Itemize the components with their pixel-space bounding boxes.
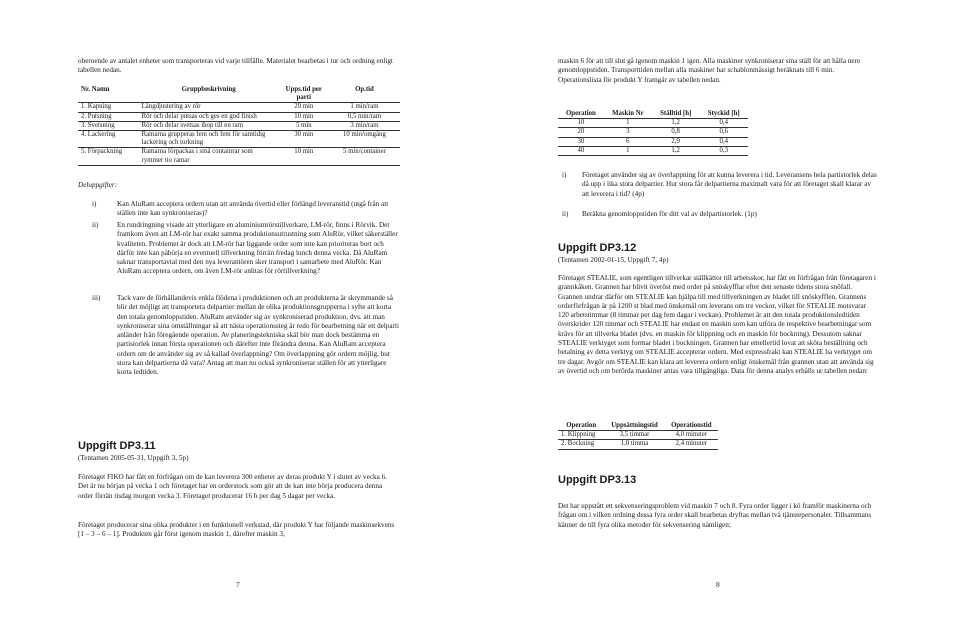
continuation-paragraph: maskin 6 för att till slut gå igenom maskin 1 igen. Alla maskiner synkroniserar sina ställ för att hålla nere genomloppstiden. Transporttiden mellan alla maskiner har schablonmässigt beräknats till 6 min. Operationslista för produkt Y framgår av tabellen nedan. bbox=[558, 57, 861, 84]
header-cell: Uppsättningstid bbox=[604, 422, 664, 431]
subtask-number: iii) bbox=[92, 294, 101, 302]
process-table bbox=[78, 86, 400, 166]
table-cell: 30 bbox=[558, 137, 604, 146]
table-cell: 1,2 bbox=[652, 119, 700, 128]
dp11-paragraph-1: Företaget FIKO har fått en förfrågan om de kan leverera 300 enheter av deras produkt Y i slutet av vecka 6. Det är nu början på vecka 1 och företaget har en orderstock som gör att de kan inte börja producera denna order förrän tisdag morgon vecka 3. Företaget producerar 16 h per dag 5 dagar per vecka. bbox=[78, 473, 388, 500]
subtask-number: ii) bbox=[92, 221, 99, 229]
header-cell: Maskin Nr bbox=[604, 110, 652, 119]
table-cell: 0,4 bbox=[699, 119, 748, 128]
table-cell: 0,8 bbox=[652, 128, 700, 137]
table-cell: 10 min bbox=[279, 112, 329, 121]
table-cell: 1. Klippning bbox=[558, 431, 604, 440]
table-cell: Rör och delar putsas och ges en god finish bbox=[139, 112, 279, 121]
table-cell: Rör och delar svetsas ihop till en ram bbox=[139, 121, 279, 130]
table-row bbox=[78, 121, 400, 130]
table-cell: 5 min bbox=[279, 121, 329, 130]
table-cell: 6 bbox=[604, 137, 652, 146]
table-cell: 0,5 min/ram bbox=[329, 112, 400, 121]
table-cell: 4. Lackering bbox=[78, 131, 139, 148]
header-cell: Operation bbox=[558, 110, 604, 119]
table-cell: 4,0 minuter bbox=[665, 431, 718, 440]
table-cell: 3,5 timmar bbox=[604, 431, 664, 440]
right-page bbox=[480, 0, 960, 619]
table-row bbox=[558, 128, 748, 137]
dp11-title: Uppgift DP3.11 bbox=[78, 440, 156, 452]
table-cell: 0,3 bbox=[699, 146, 748, 155]
table-row bbox=[558, 431, 718, 440]
table-cell: 2,4 minuter bbox=[665, 440, 718, 449]
table-cell: 1,2 bbox=[652, 146, 700, 155]
dp13-title: Uppgift DP3.13 bbox=[558, 474, 637, 486]
dp12-subtitle: (Tentamen 2002-01-15, Uppgift 7, 4p) bbox=[558, 256, 669, 264]
table-cell: Ramarna förpackas i små containrar som rymmer tio ramar bbox=[139, 148, 279, 165]
stealie-table bbox=[558, 422, 718, 450]
header-cell: Ställtid [h] bbox=[652, 110, 700, 119]
header-cell: Upps.tid per parti bbox=[279, 86, 329, 103]
table-row bbox=[78, 103, 400, 112]
table-row bbox=[558, 137, 748, 146]
intro-paragraph: oberoende av antalet enheter som transporteras vid varje tillfälle. Materialet bearbetas i tur och ordning enligt tabellen nedan. bbox=[78, 57, 393, 75]
header-cell: Op.tid bbox=[329, 86, 400, 103]
header-cell: Styckid [h] bbox=[699, 110, 748, 119]
question-text: Beräkna genomloppstiden för ditt val av delpartistorlek. (1p) bbox=[582, 210, 757, 218]
header-cell: Operationstid bbox=[665, 422, 718, 431]
subtask-number: i) bbox=[92, 200, 97, 208]
table-cell: 3 bbox=[604, 128, 652, 137]
table-cell: 10 bbox=[558, 119, 604, 128]
table-cell: 1,0 timma bbox=[604, 440, 664, 449]
table-cell: 2. Putsning bbox=[78, 112, 139, 121]
dp11-subtitle: (Tentamen 2005-05-31, Uppgift 3, 5p) bbox=[78, 454, 189, 462]
table-cell: 1. Kapning bbox=[78, 103, 139, 112]
table-cell: 20 bbox=[558, 128, 604, 137]
table-row bbox=[558, 146, 748, 155]
question-text: Företaget använder sig av överlappning för att kunna leverera i tid. Leveransens hela partistorlek delas då upp i lika stora delpartier. Hur stora får delpartierna maximalt vara för att företaget skall klarar av att leverera i tid? (4p) bbox=[582, 171, 877, 198]
table-cell: 1 min/ram bbox=[329, 103, 400, 112]
dp12-paragraph: Företaget STEALIE, som egentligen tillverkar ställkättor till arbetsskor, har fått en förfrågan från företagaren i grannkåken. Grannen har blivit överöst med order på snöskyfflar efter den senaste tidens stora snöfall. Grannen undrar därför om STEALIE kan hjälpa till med tillverkningen av bladet till snöskyfflen. Grannens orderförfrågan är på 1200 st blad med önskemål om leverans om tre veckor, vilket för STEALIE motsvarar 120 arbetstimmar (8 timmar per dag fem dagar i veckan). Problemet är att den totala produktionsledtiden överskrider 120 timmar och STEALIE har endast en maskin som kan utföra de respektive bearbetningar som krävs för att tillverka bladet (dvs. en maskin för klippning och en maskin för bockning). Dessutom saknar STEALIE verktyget som formar bladet i bockningen. Grannen har emellertid lovat att sköta beställning och betalning av detta verktyg om STEALIE accepterar ordern. Med expressfrakt kan STEALIE ha verktyget om tre dagar. Avgör om STEALIE kan klara att leverera ordern enligt önskemål från grannen utan att använda sig av övertid och om berörda maskiner antas vara tillgängliga. Data för denna analys erhålls ur tabellen nedan: bbox=[558, 274, 876, 375]
table-cell: 10 min bbox=[279, 148, 329, 165]
dp11-paragraph-2: Företaget producerar sina olika produkter i en funktionell verkstad, där produkt Y har följande maskinsekvens [1 – 3 – 6 – 1]. Produkten går först igenom maskin 1, därefter maskin 3, bbox=[78, 521, 395, 539]
table-row bbox=[78, 148, 400, 165]
dp13-paragraph: Det har uppstått ett sekvenseringsproblem vid maskin 7 och 8. Fyra order ligger i kö framför maskinerna och frågan om i vilken ordning dessa fyra order skall bearbetas dryftas mellan två tjänstepersonaler. Tillsammans känner de till fyra olika metoder för sekvensering nämligen; bbox=[558, 502, 872, 529]
table-cell: 0,4 bbox=[699, 137, 748, 146]
page-number: 8 bbox=[716, 580, 720, 589]
header-cell: Nr. Namn bbox=[78, 86, 139, 103]
table-cell: Längdjustering av rör bbox=[139, 103, 279, 112]
table-cell: 3. Svetsning bbox=[78, 121, 139, 130]
table-cell: 20 min bbox=[279, 103, 329, 112]
subtasks-label: Deluppgifter: bbox=[78, 181, 118, 189]
question-number: ii) bbox=[562, 210, 569, 218]
subtask-text: En rundringning visade att ytterligare en aluminiumrörstillverkare, LM-rör, finns i Rörvik. Det framkom även att LM-rör har exakt samma produktionsutrustning som AluRör, vilket säkerställer kvaliteten. Problemet är dock att LM-rör har liggande order som inte kan prioriteras bort och därför inte kan påbörja en eventuell tillverkning förrän fredag lunch denna vecka. Då AluRam saknar transportavtal med den nya leverantören sker transport i samarbete med AluRör. Kan AluRam acceptera ordern, om även LM-rör anlitas för rörtillverkning? bbox=[117, 221, 398, 276]
subtask-text: Kan AluRam acceptera ordern utan att använda övertid eller förlängd leveranstid (utgå från att ställen inte kan synkroniseras)? bbox=[117, 200, 389, 218]
table-cell: 1 bbox=[604, 146, 652, 155]
question-number: i) bbox=[562, 171, 567, 179]
header-cell: Operation bbox=[558, 422, 604, 431]
table-cell: 40 bbox=[558, 146, 604, 155]
table-row bbox=[558, 440, 718, 449]
table-cell: 30 min bbox=[279, 131, 329, 148]
table-cell: 10 min/omgång bbox=[329, 131, 400, 148]
table-row bbox=[558, 119, 748, 128]
table-cell: 5 min/container bbox=[329, 148, 400, 165]
header-cell: Gruppbeskrivning bbox=[139, 86, 279, 103]
subtask-text: Tack vare de förhållandevis enkla flödena i produktionen och att produkterna är skrymmande så blir det möjligt att transportera delpartier mellan de olika produktionsgrupperna i syfte att korta den totala genomloppstiden. AluRam använder sig av synkroniserad produktion, dvs. att man synkroniserar sina omställningar så att nästa operationssteg är redo för bearbetning när ett delparti anländer från föregående operation. Av planeringstekniska skäl bör man dock bestämma en partistorlek innan första operationen och därefter inte förändra denna. Kan AluRam acceptera ordern om de använder sig av så kallad överlappning? Om överlappning gör ordern möjlig, hur stora kan delpartierna då vara? Antag att man nu också synkroniserar ställen för att ytterligare korta ledtiden. bbox=[117, 294, 400, 377]
operation-list-table bbox=[558, 110, 748, 156]
page-number: 7 bbox=[236, 580, 240, 589]
table-row bbox=[78, 131, 400, 148]
table-row bbox=[78, 112, 400, 121]
table-cell: Ramarna grupperas fem och fem för samtidig lackering och torkning bbox=[139, 131, 279, 148]
dp12-title: Uppgift DP3.12 bbox=[558, 242, 637, 254]
table-cell: 5. Förpackning bbox=[78, 148, 139, 165]
table-cell: 0,6 bbox=[699, 128, 748, 137]
table-cell: 2,9 bbox=[652, 137, 700, 146]
table-cell: 1 bbox=[604, 119, 652, 128]
table-cell: 2. Bockning bbox=[558, 440, 604, 449]
table-cell: 3 min/ram bbox=[329, 121, 400, 130]
